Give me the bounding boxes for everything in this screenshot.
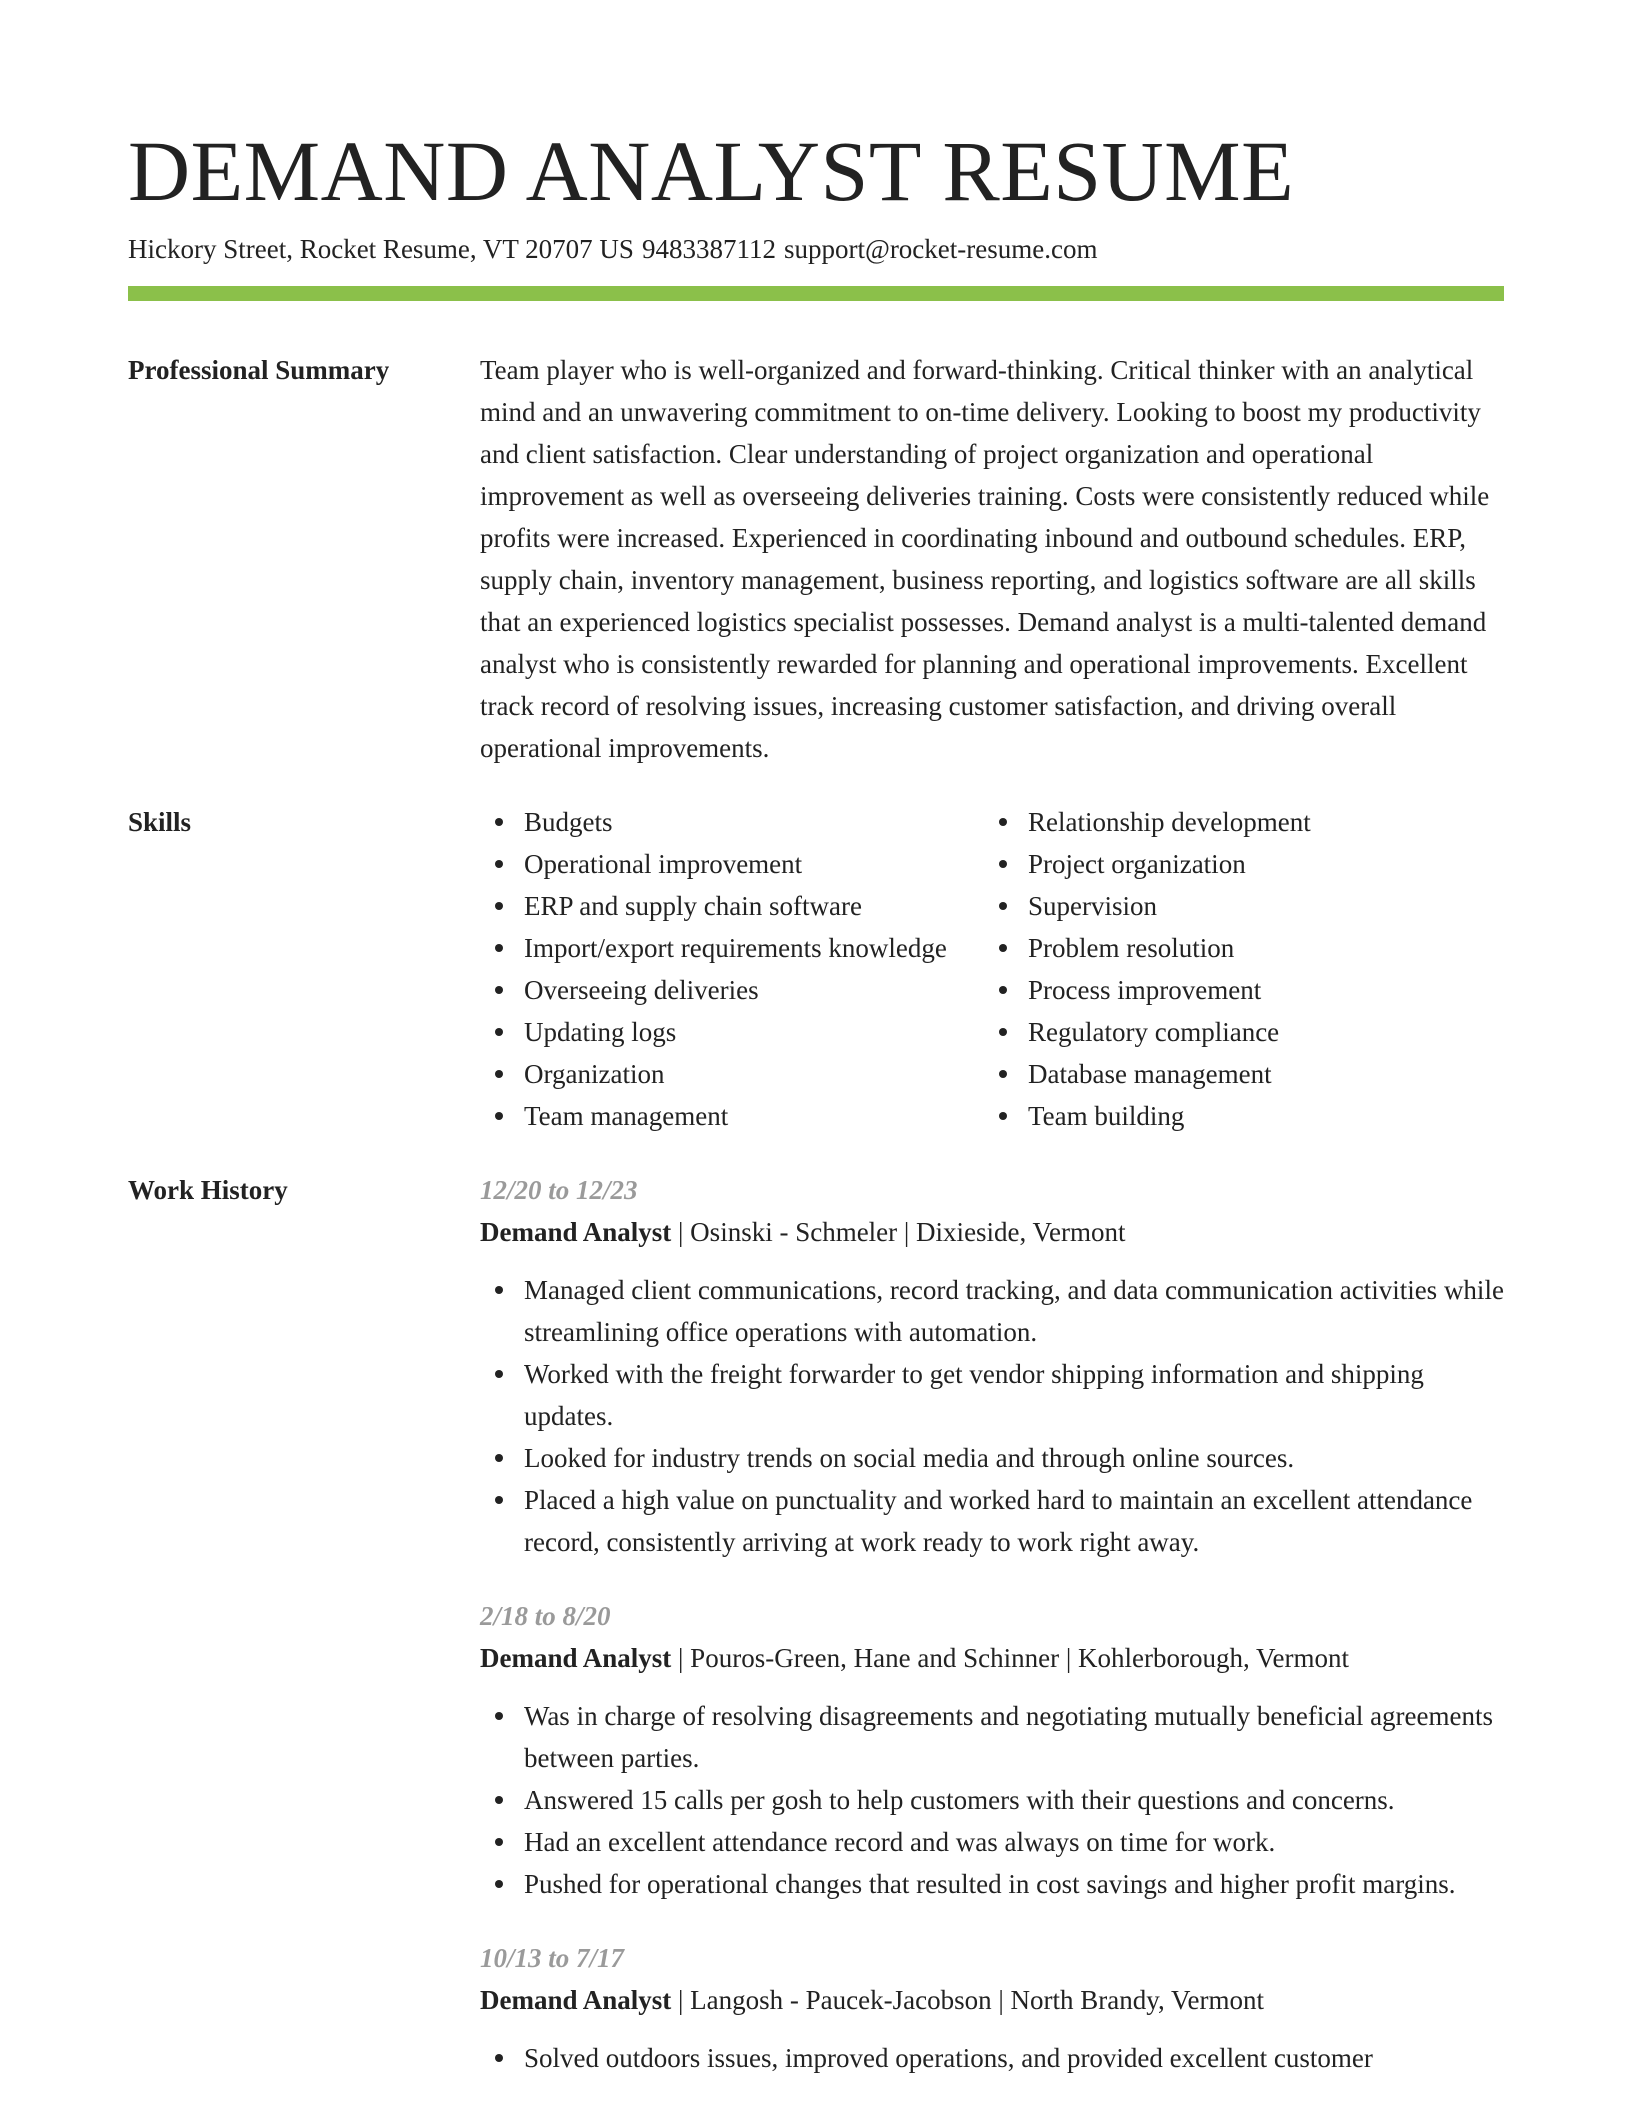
resume-content (128, 349, 1504, 2111)
resume-title: DEMAND ANALYST RESUME (128, 123, 1295, 219)
job-bullet: Worked with the freight forwarder to get vendor shipping information and shipping updates. (480, 1353, 1504, 1437)
skill-item: Project organization (984, 843, 1488, 885)
skill-item: Operational improvement (480, 843, 984, 885)
job-bullet: Looked for industry trends on social media and through online sources. (480, 1437, 1504, 1479)
job-entry (480, 1169, 1504, 1563)
skill-item: Budgets (480, 801, 984, 843)
work-history-section (128, 1169, 1504, 2111)
job-heading (480, 1979, 1504, 2021)
section-heading-work-history: Work History (128, 1175, 288, 1205)
professional-summary-section (128, 349, 1504, 769)
skill-item: Regulatory compliance (984, 1011, 1488, 1053)
skill-item: Organization (480, 1053, 984, 1095)
job-dates: 2/18 to 8/20 (480, 1601, 611, 1631)
job-bullet: Had an excellent attendance record and was always on time for work. (480, 1821, 1504, 1863)
skill-item: Relationship development (984, 801, 1488, 843)
job-bullet: Was in charge of resolving disagreements and negotiating mutually beneficial agreements between parties. (480, 1695, 1504, 1779)
skill-item: ERP and supply chain software (480, 885, 984, 927)
skill-item: Supervision (984, 885, 1488, 927)
skills-body (480, 801, 1504, 1137)
job-bullet: Pushed for operational changes that resulted in cost savings and higher profit margins. (480, 1863, 1504, 1905)
skill-item: Overseeing deliveries (480, 969, 984, 1011)
skill-item: Team management (480, 1095, 984, 1137)
job-bullet: Answered 15 calls per gosh to help customers with their questions and concerns. (480, 1779, 1504, 1821)
skills-columns (480, 801, 1504, 1137)
skill-item: Process improvement (984, 969, 1488, 1011)
job-bullets (480, 2037, 1504, 2079)
skills-list-right (984, 801, 1488, 1137)
job-bullet: Managed client communications, record tracking, and data communication activities while streamlining office operations with automation. (480, 1269, 1504, 1353)
job-title: Demand Analyst (480, 1643, 672, 1673)
job-dates: 10/13 to 7/17 (480, 1943, 625, 1973)
job-details: | Osinski - Schmeler | Dixieside, Vermont (671, 1217, 1126, 1247)
job-bullet: Placed a high value on punctuality and worked hard to maintain an excellent attendance record, consistently arriving at work ready to work right away. (480, 1479, 1504, 1563)
section-heading-summary: Professional Summary (128, 355, 390, 385)
job-bullets (480, 1695, 1504, 1905)
job-bullet: Solved outdoors issues, improved operations, and provided excellent customer (480, 2037, 1504, 2079)
phone-number: 9483387112 (641, 234, 776, 264)
skills-list-left (480, 801, 984, 1137)
job-details: | Langosh - Paucek-Jacobson | North Brandy, Vermont (671, 1985, 1264, 2015)
skill-item: Team building (984, 1095, 1488, 1137)
skill-item: Updating logs (480, 1011, 984, 1053)
job-heading (480, 1637, 1504, 1679)
contact-line (128, 230, 1097, 268)
job-entry (480, 1595, 1504, 1905)
skill-item: Import/export requirements knowledge (480, 927, 984, 969)
work-history-body (480, 1169, 1504, 2111)
job-bullets (480, 1269, 1504, 1563)
skill-item: Problem resolution (984, 927, 1488, 969)
job-entry (480, 1937, 1504, 2079)
job-title: Demand Analyst (480, 1217, 672, 1247)
job-heading (480, 1211, 1504, 1253)
job-title: Demand Analyst (480, 1985, 672, 2015)
email-address: support@rocket-resume.com (783, 234, 1098, 264)
summary-text: Team player who is well-organized and forward-thinking. Critical thinker with an analytical mind and an unwavering commitment to on-time delivery. Looking to boost my productivity and client satisfaction. Clear understanding of project organization and operational improvement as well as overseeing deliveries training. Costs were consistently reduced while profits were increased. Experienced in coordinating inbound and outbound schedules. ERP, supply chain, inventory management, business reporting, and logistics software are all skills that an experienced logistics specialist possesses. Demand analyst is a multi-talented demand analyst who is consistently rewarded for planning and operational improvements. Excellent track record of resolving issues, increasing customer satisfaction, and driving overall operational improvements. (480, 355, 1490, 763)
job-details: | Pouros-Green, Hane and Schinner | Kohlerborough, Vermont (671, 1643, 1349, 1673)
skills-section (128, 801, 1504, 1137)
job-dates: 12/20 to 12/23 (480, 1175, 638, 1205)
address: Hickory Street, Rocket Resume, VT 20707 US (128, 234, 634, 264)
accent-divider (128, 286, 1504, 301)
section-heading-skills: Skills (128, 807, 192, 837)
skill-item: Database management (984, 1053, 1488, 1095)
